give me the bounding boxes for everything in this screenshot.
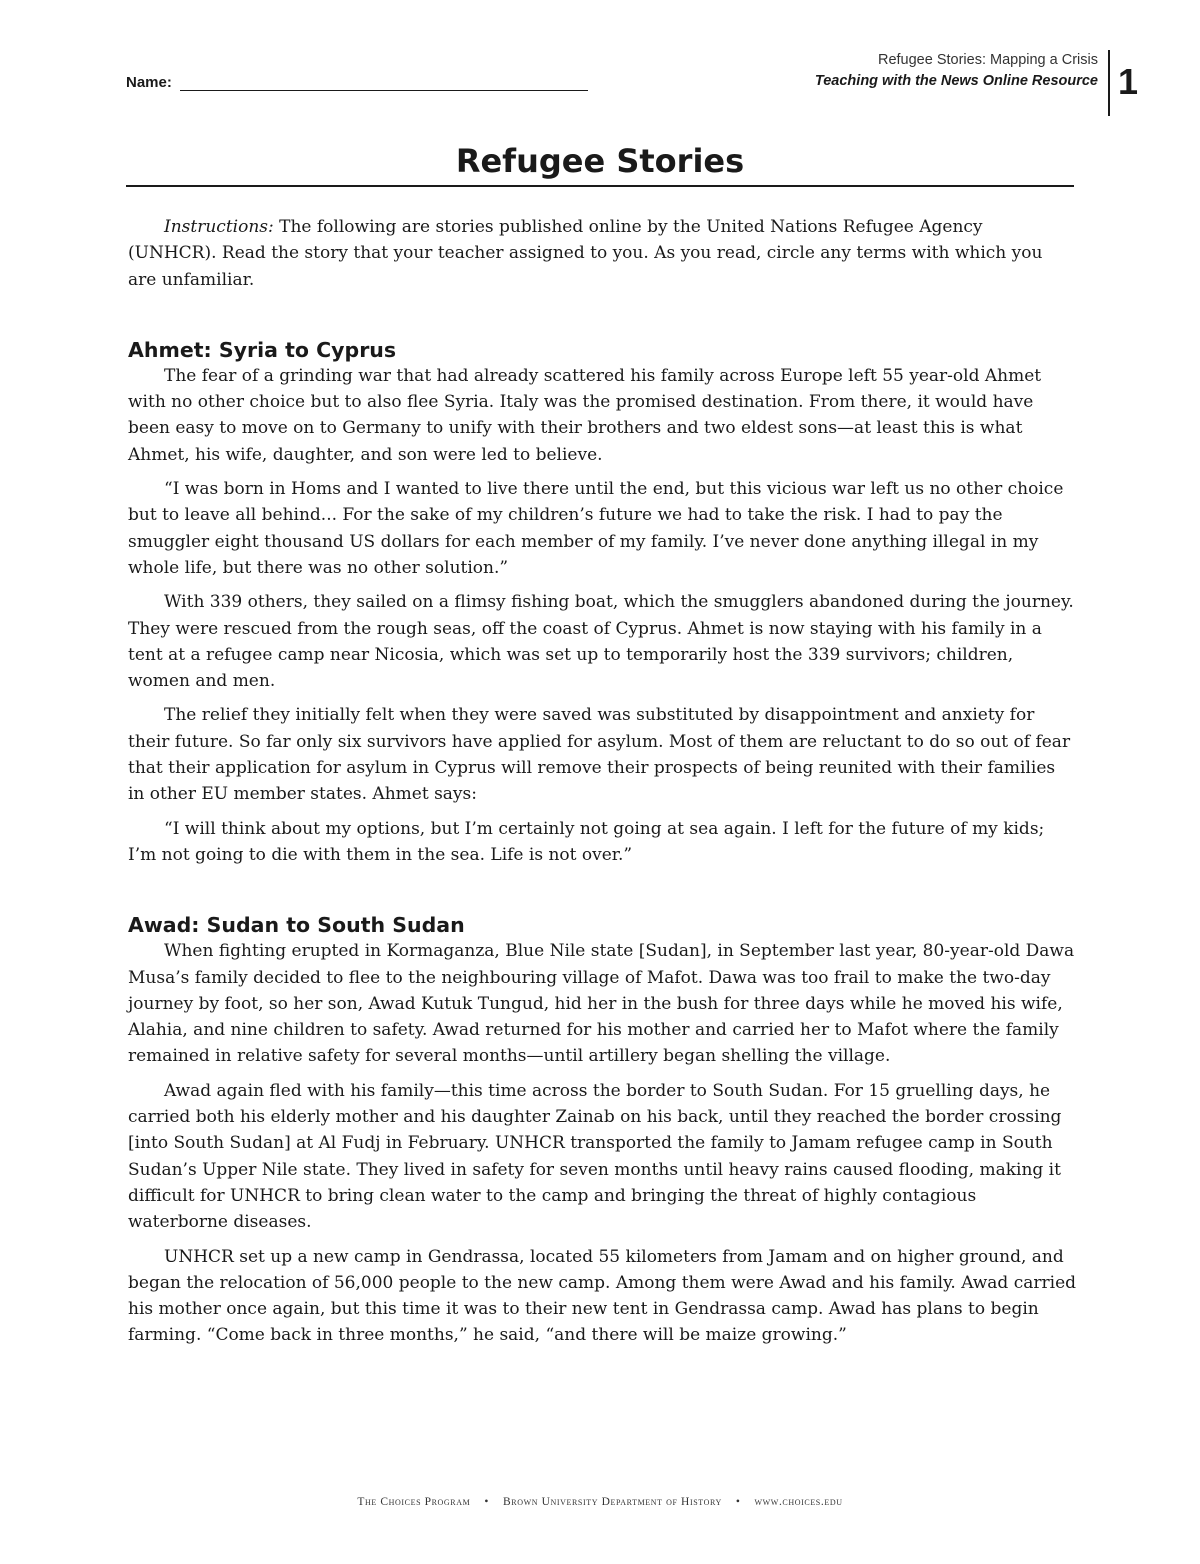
instructions-label: Instructions:: [164, 217, 274, 237]
name-field: [126, 74, 588, 91]
resource-label: Teaching with the News Online Resource: [814, 73, 1098, 89]
title-rule: [126, 185, 1074, 187]
page-title: Refugee Stories: [455, 142, 745, 180]
unit-subtitle: Refugee Stories: Mapping a Crisis: [877, 52, 1098, 68]
page-number: 1: [1118, 61, 1139, 102]
footer-program: The Choices Program: [357, 1496, 471, 1508]
name-label: Name:: [126, 74, 172, 91]
content-body: [128, 214, 1076, 1357]
story-awad: [128, 912, 1076, 1348]
footer-department: Brown University Department of History: [502, 1496, 722, 1508]
instructions: [128, 214, 1076, 293]
story-paragraph: With 339 others, they sailed on a flimsy fishing boat, which the smugglers abandoned during the journey. They were rescued from the rough seas, off the coast of Cyprus. Ahmet is now staying with his family in a tent at a refugee camp near Nicosia, which was set up to temporarily host the 339 survivors; children, women and men.: [128, 592, 1074, 692]
story-paragraph: When fighting erupted in Kormaganza, Blue Nile state [Sudan], in September last year, 80-year-old Dawa Musa’s family decided to flee to the neighbouring village of Mafot. Dawa was too frail to make the two-day journey by foot, so her son, Awad Kutuk Tungud, hid her in the bush for three days while he moved his wife, Alahia, and nine children to safety. Awad returned for his mother and carried her to Mafot where the family remained in relative safety for several months—until artillery began shelling the village.: [128, 941, 1075, 1067]
footer: [0, 1496, 1200, 1508]
story-paragraph: The relief they initially felt when they were saved was substituted by disappointment and anxiety for their future. So far only six survivors have applied for asylum. Most of them are reluctant to do so out of fear that their application for asylum in Cyprus will remove their prospects of being reunited with their families in other EU member states. Ahmet says:: [128, 705, 1071, 805]
story-ahmet: [128, 337, 1076, 868]
story-paragraph: “I will think about my options, but I’m certainly not going at sea again. I left for the future of my kids; I’m not going to die with them in the sea. Life is not over.”: [128, 818, 1045, 865]
story-paragraph: Awad again fled with his family—this time across the border to South Sudan. For 15 gruelling days, he carried both his elderly mother and his daughter Zainab on his back, until they reached the border crossing [into South Sudan] at Al Fudj in February. UNHCR transported the family to Jamam refugee camp in South Sudan’s Upper Nile state. They lived in safety for seven months until heavy rains caused flooding, making it difficult for UNHCR to bring clean water to the camp and bringing the threat of highly contagious waterborne diseases.: [128, 1080, 1062, 1233]
footer-separator: •: [484, 1496, 489, 1508]
story-heading: Awad: Sudan to South Sudan: [128, 913, 465, 938]
story-paragraph: UNHCR set up a new camp in Gendrassa, located 55 kilometers from Jamam and on higher ground, and began the relocation of 56,000 people to the new camp. Among them were Awad and his family. Awad carried his mother once again, but this time it was to their new tent in Gendrassa camp. Awad has plans to begin farming. “Come back in three months,” he said, “and there will be maize growing.”: [128, 1246, 1077, 1346]
story-paragraph: “I was born in Homs and I wanted to live there until the end, but this vicious war left us no other choice but to leave all behind... For the sake of my children’s future we had to take the risk. I had to pay the smuggler eight thousand US dollars for each member of my family. I’ve never done anything illegal in my whole life, but there was no other solution.”: [128, 479, 1064, 578]
footer-website: www.choices.edu: [754, 1496, 843, 1508]
story-heading: Ahmet: Syria to Cyprus: [128, 337, 397, 362]
story-paragraph: The fear of a grinding war that had already scattered his family across Europe left 55 year-old Ahmet with no other choice but to also flee Syria. Italy was the promised destination. From there, it would have been easy to move on to Germany to unify with their brothers and two eldest sons—at least this is what Ahmet, his wife, daughter, and son were led to believe.: [128, 365, 1042, 465]
name-blank-line[interactable]: [180, 76, 588, 91]
footer-separator: •: [735, 1496, 741, 1508]
header-divider: [1108, 50, 1110, 116]
header-info: [815, 50, 1098, 92]
instructions-text: The following are stories published online by the United Nations Refugee Agency (UNHCR). Read the story that your teacher assigned to you. As you read, circle any terms with which you are unfamiliar.: [128, 217, 1043, 290]
